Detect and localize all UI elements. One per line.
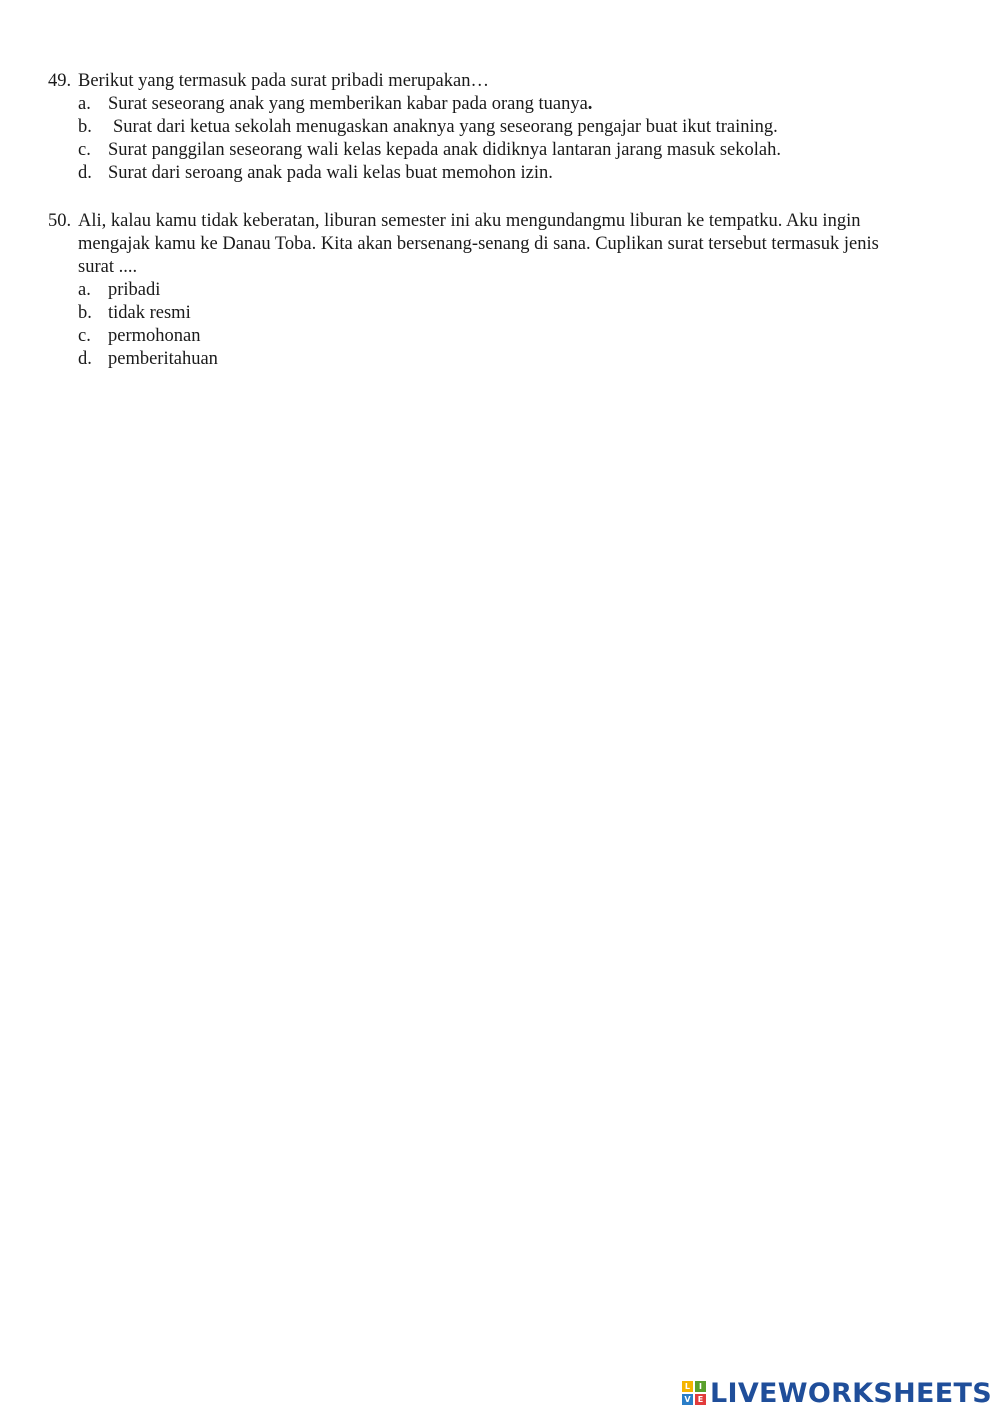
option-text-body: Surat seseorang anak yang memberikan kabar pada orang tuanya <box>108 94 588 114</box>
option-letter: b. <box>78 117 92 137</box>
option-letter: a. <box>78 94 91 114</box>
answer-option-d[interactable] <box>48 162 898 185</box>
option-letter: d. <box>78 163 92 183</box>
answer-option-d[interactable] <box>48 348 898 371</box>
question-49 <box>48 70 898 185</box>
option-text: Surat dari seroang anak pada wali kelas buat memohon izin. <box>108 163 553 183</box>
answer-option-c[interactable] <box>48 325 898 348</box>
option-text-period: . <box>587 94 593 114</box>
logo-square-i: I <box>695 1381 706 1392</box>
answer-option-a[interactable] <box>48 279 898 302</box>
option-text: Surat dari ketua sekolah menugaskan anaknya yang seseorang pengajar buat ikut training. <box>113 117 778 137</box>
question-50 <box>48 210 898 371</box>
question-text: Ali, kalau kamu tidak keberatan, liburan semester ini aku mengundangmu liburan ke tempatku. Aku ingin mengajak kamu ke Danau Toba. Kita akan bersenang-senang di sana. Cuplikan surat tersebut termasuk jenis surat .... <box>78 211 879 277</box>
option-letter: d. <box>78 349 92 369</box>
option-letter: c. <box>78 140 91 160</box>
answer-option-a[interactable] <box>48 93 898 116</box>
liveworksheets-brand <box>682 1379 992 1407</box>
option-text: tidak resmi <box>108 303 191 323</box>
question-stem <box>48 210 898 279</box>
question-text: Berikut yang termasuk pada surat pribadi merupakan… <box>78 71 489 91</box>
option-text: permohonan <box>108 326 201 346</box>
option-letter: b. <box>78 303 92 323</box>
option-text: pemberitahuan <box>108 349 218 369</box>
option-text: pribadi <box>108 280 161 300</box>
answer-option-c[interactable] <box>48 139 898 162</box>
answer-option-b[interactable] <box>48 116 898 139</box>
logo-square-e: E <box>695 1394 706 1405</box>
question-stem <box>48 70 898 93</box>
option-letter: a. <box>78 280 91 300</box>
option-letter: c. <box>78 326 91 346</box>
answer-option-b[interactable] <box>48 302 898 325</box>
logo-square-v: V <box>682 1394 693 1405</box>
option-text: Surat panggilan seseorang wali kelas kepada anak didiknya lantaran jarang masuk sekolah. <box>108 140 781 160</box>
question-number: 49. <box>48 71 72 91</box>
liveworksheets-logo-icon <box>682 1381 706 1405</box>
brand-name: LIVEWORKSHEETS <box>709 1377 992 1409</box>
answer-options <box>48 93 898 185</box>
option-text <box>108 93 898 116</box>
question-number: 50. <box>48 211 72 231</box>
logo-square-l: L <box>682 1381 693 1392</box>
answer-options <box>48 279 898 371</box>
